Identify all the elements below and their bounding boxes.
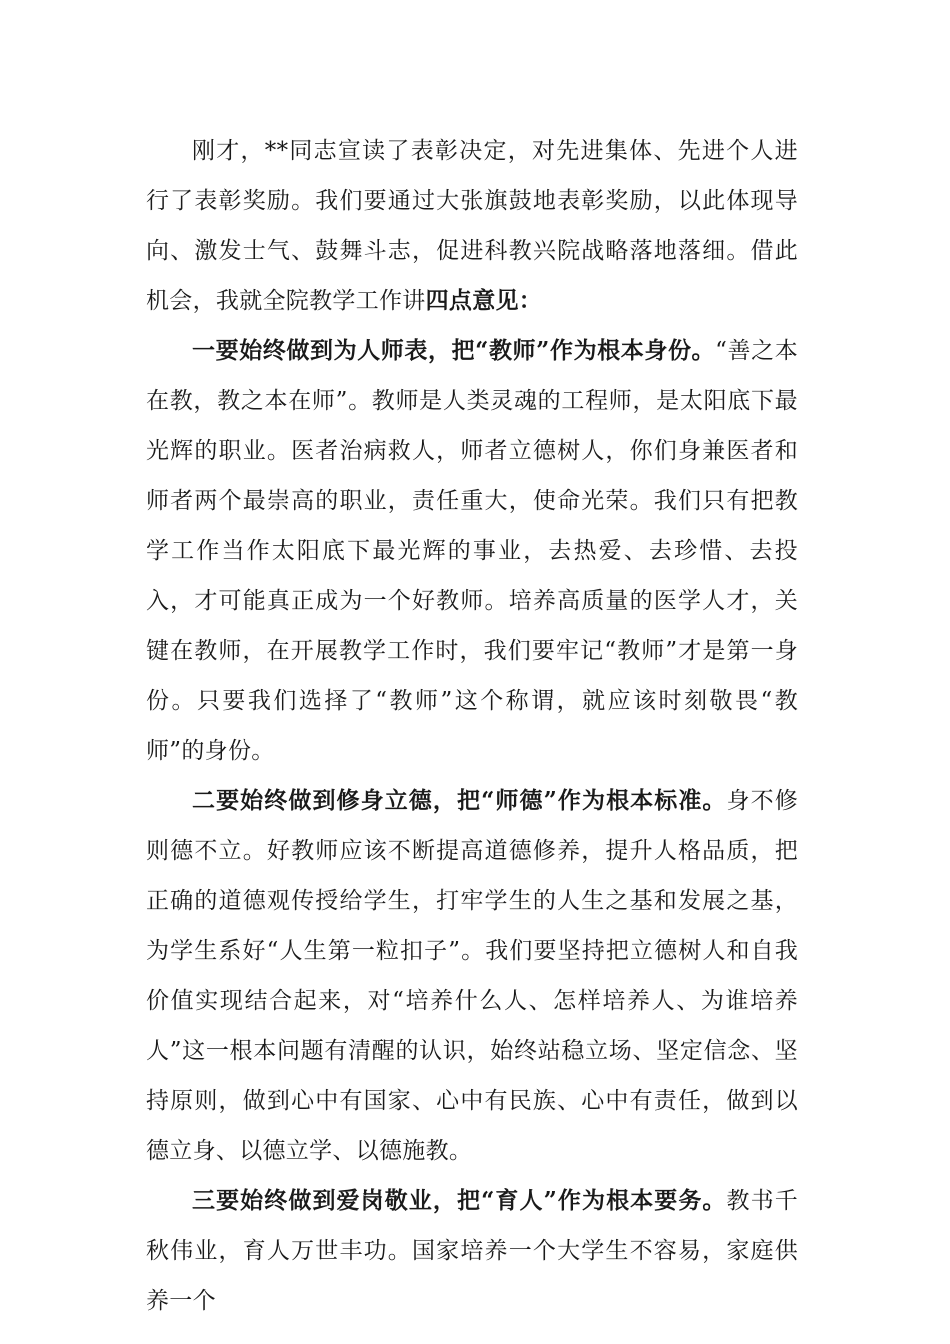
paragraph-point-1-heading: 一要始终做到为人师表，把“教师”作为根本身份。 xyxy=(192,337,716,364)
paragraph-point-2-text: 身不修则德不立。好教师应该不断提高道德修养，提升人格品质，把正确的道德观传授给学生，打牢学生的人生之基和发展之基，为学生系好“人生第一粒扣子”。我们要坚持把立德树人和自我价值实现结合起来，对“培养什么人、怎样培养人、为谁培养人”这一根本问题有清醒的认识，始终站稳立场、坚定信念、坚持原则，做到心中有国家、心中有民族、心中有责任，做到以德立身、以德立学、以德施教。 xyxy=(146,788,798,1164)
paragraph-point-2-heading: 二要始终做到修身立德，把“师德”作为根本标准。 xyxy=(192,787,727,814)
paragraph-intro-text: 刚才，**同志宣读了表彰决定，对先进集体、先进个人进行了表彰奖励。我们要通过大张旗鼓地表彰奖励，以此体现导向、激发士气、鼓舞斗志，促进科教兴院战略落地落细。借此机会，我就全院教学工作讲 xyxy=(146,138,798,314)
paragraph-intro xyxy=(146,126,798,326)
document-body xyxy=(146,126,798,1326)
paragraph-intro-bold-tail: 四点意见： xyxy=(425,287,543,314)
paragraph-point-3-text: 教书千秋伟业，育人万世丰功。国家培养一个大学生不容易，家庭供养一个 xyxy=(146,1188,798,1314)
paragraph-point-3 xyxy=(146,1176,798,1326)
paragraph-point-2 xyxy=(146,776,798,1176)
paragraph-point-3-heading: 三要始终做到爱岗敬业，把“育人”作为根本要务。 xyxy=(192,1187,727,1214)
paragraph-point-1 xyxy=(146,326,798,776)
paragraph-point-1-text: “善之本在教，教之本在师”。教师是人类灵魂的工程师，是太阳底下最光辉的职业。医者治病救人，师者立德树人，你们身兼医者和师者两个最崇高的职业，责任重大，使命光荣。我们只有把教学工作当作太阳底下最光辉的事业，去热爱、去珍惜、去投入，才可能真正成为一个好教师。培养高质量的医学人才，关键在教师，在开展教学工作时，我们要牢记“教师”才是第一身份。只要我们选择了“教师”这个称谓，就应该时刻敬畏“教师”的身份。 xyxy=(146,338,799,764)
